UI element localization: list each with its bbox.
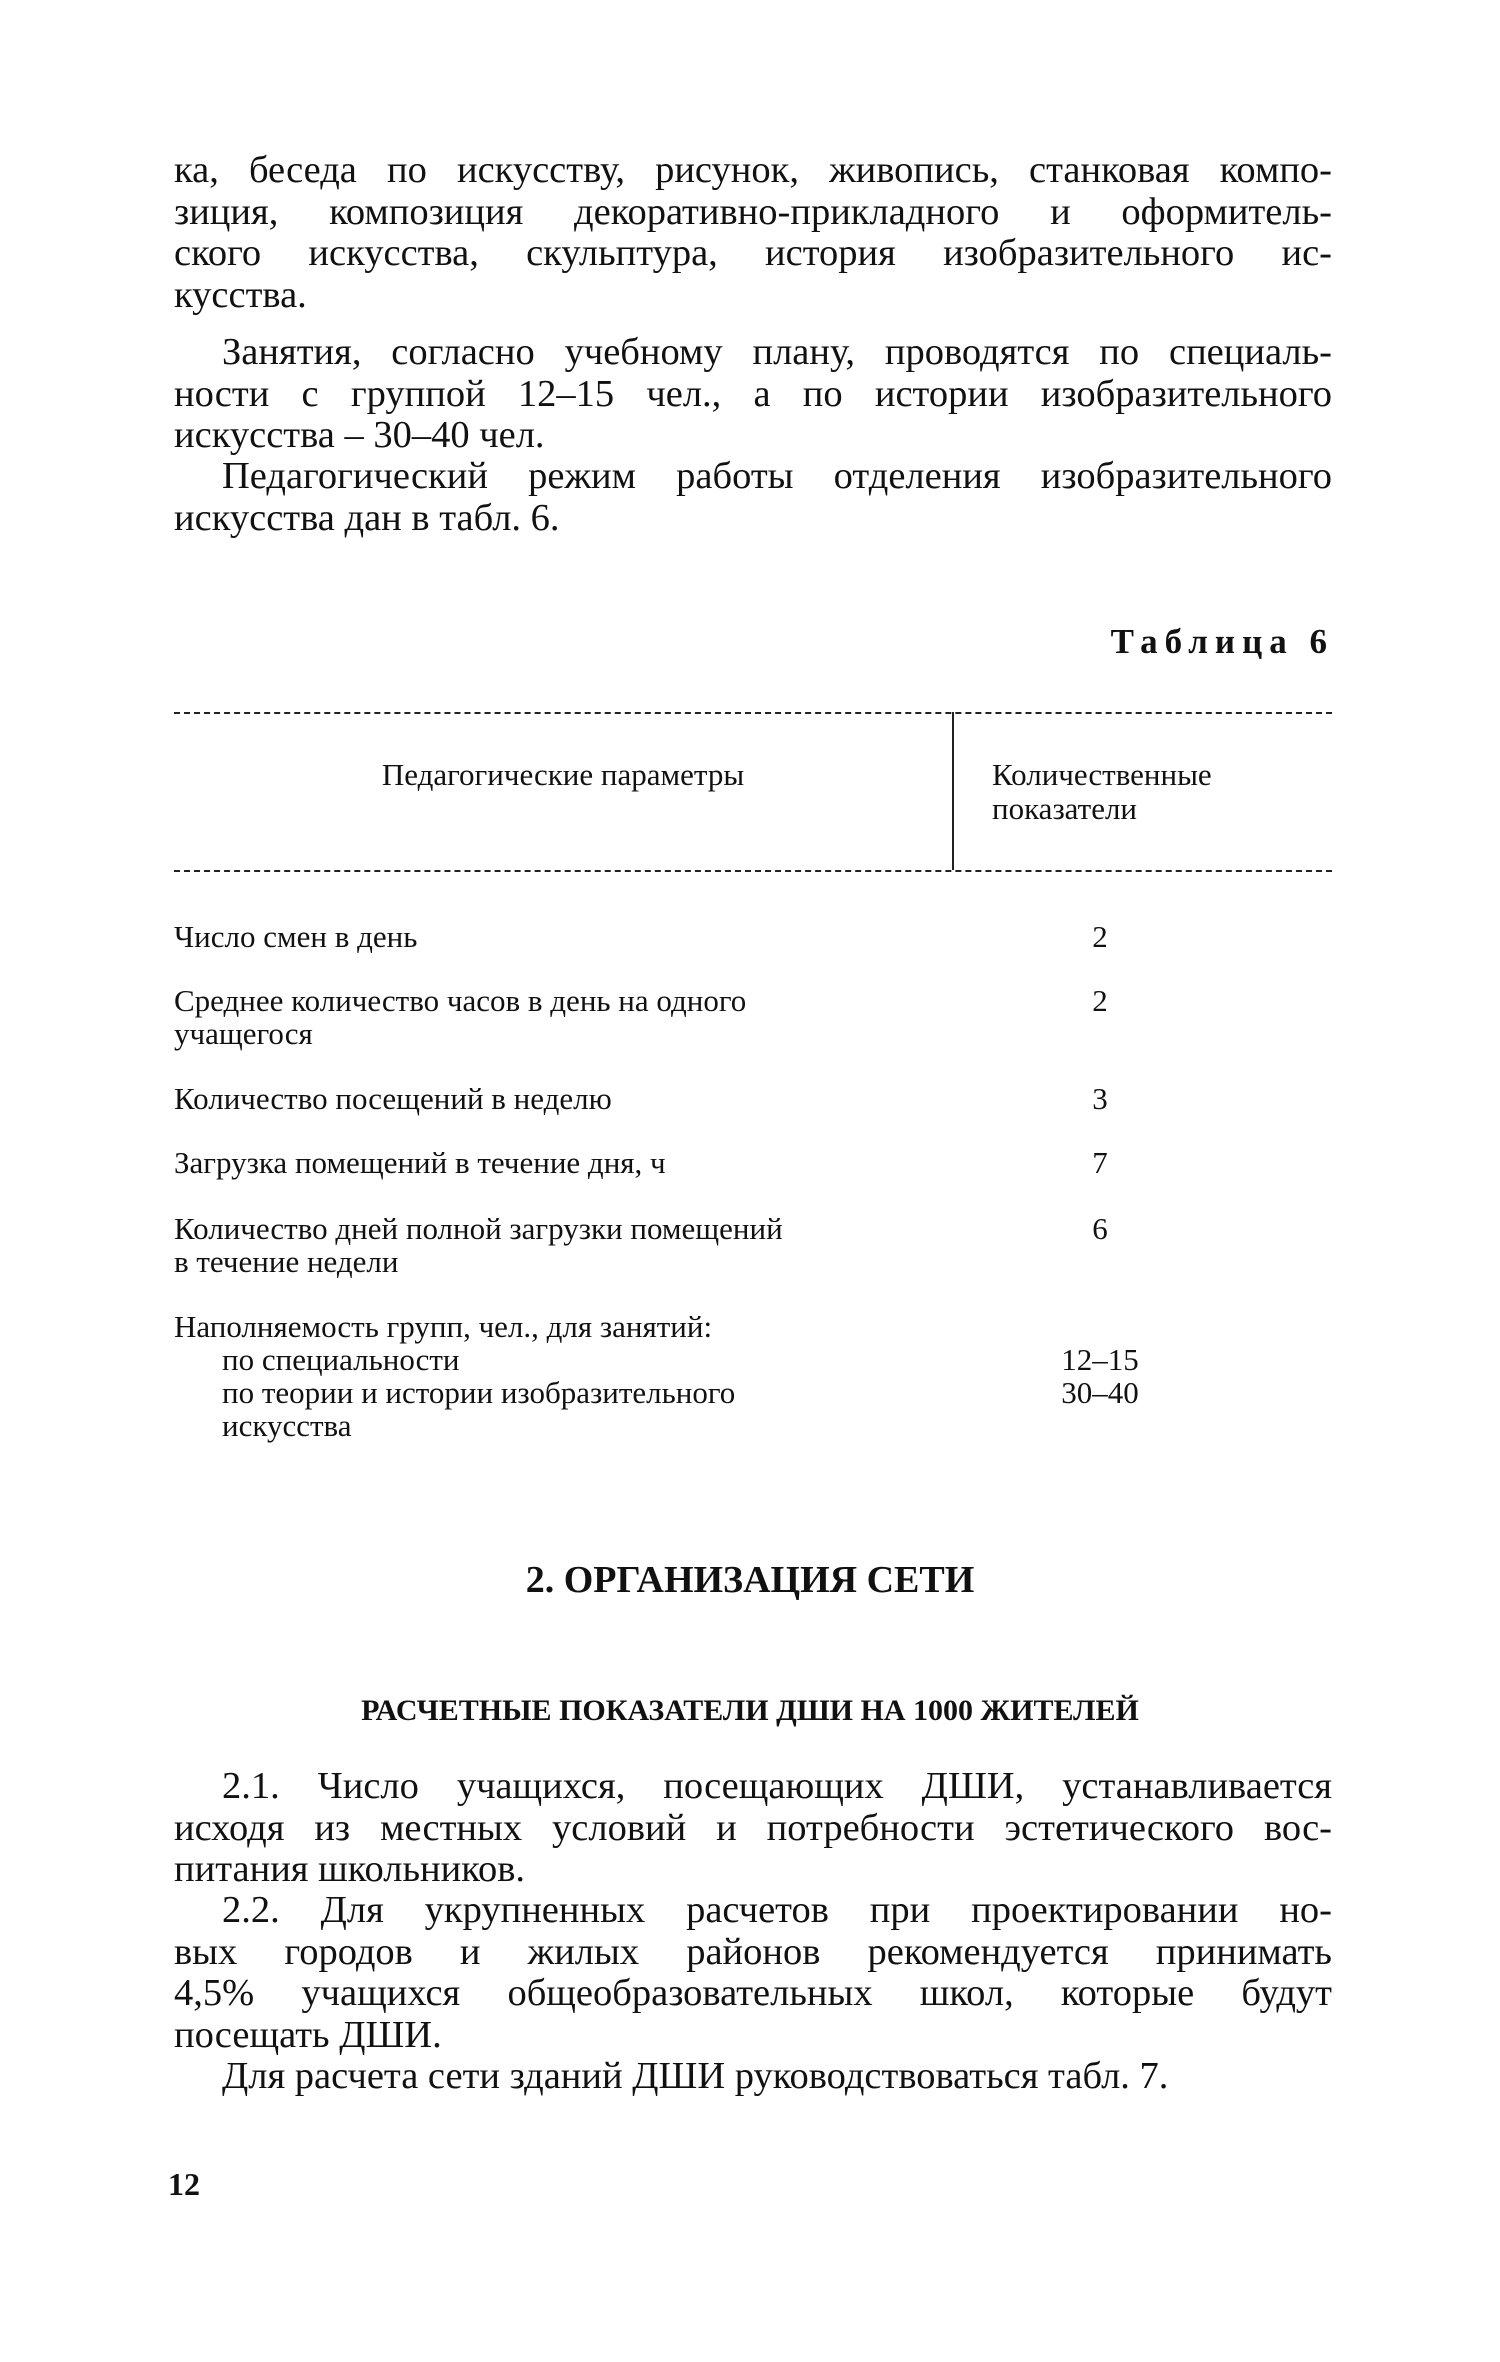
table-cell-text: Среднее количество часов в день на одного: [174, 983, 747, 1018]
table-cell-value: 7: [1092, 1145, 1108, 1180]
table-row-value: [1000, 920, 1200, 953]
table-cell-text: Количество посещений в неделю: [174, 1081, 612, 1116]
table-cell-text: учащегося: [174, 1016, 313, 1051]
table-cell-text: Число смен в день: [174, 919, 418, 954]
body-paragraph-2-2: [174, 1890, 1332, 2056]
table-column-divider: [952, 712, 954, 870]
table-row-value: [1000, 1343, 1200, 1409]
table-cell-value: 2: [1092, 983, 1108, 1018]
table-cell-value: 6: [1092, 1211, 1108, 1246]
page-number: 12: [168, 2166, 200, 2202]
table-row-param: [174, 1310, 934, 1442]
table-row-param: [174, 1212, 934, 1278]
text-line: искусства дан в табл. 6.: [174, 496, 560, 539]
body-paragraph-2-1: [174, 1766, 1332, 1891]
text-line: вых городов и жилых районов рекомендуется принимать: [174, 1930, 1332, 1973]
text-line: исходя из местных условий и потребности эстетического вос-: [174, 1806, 1332, 1849]
table-header-bottom-rule: [174, 870, 1332, 872]
intro-paragraph-2: [174, 332, 1332, 457]
table-cell-text: Загрузка помещений в течение дня, ч: [174, 1145, 666, 1180]
intro-paragraph-3: [174, 456, 1332, 539]
table-cell-text: Количество дней полной загрузки помещений: [174, 1211, 783, 1246]
text-line: ка, беседа по искусству, рисунок, живопись, станковая компо-: [174, 149, 1332, 191]
table-cell-subtext: по теории и истории изобразительного: [222, 1375, 736, 1410]
table-top-rule: [174, 712, 1332, 714]
table-row-param: [174, 1146, 934, 1179]
section-title: 2. ОРГАНИЗАЦИЯ СЕТИ: [525, 1559, 975, 1601]
text-line: Занятия, согласно учебному плану, проводятся по специаль-: [222, 331, 1332, 373]
table-cell-subtext: искусства: [222, 1408, 352, 1443]
table-header-value-line: Количественные: [992, 757, 1212, 792]
text-line: 4,5% учащихся общеобразовательных школ, которые будут: [174, 1972, 1332, 2014]
text-line: ского искусства, скульптура, история изобразительного ис-: [174, 232, 1332, 274]
section-subtitle: РАСЧЕТНЫЕ ПОКАЗАТЕЛИ ДШИ НА 1000 ЖИТЕЛЕЙ: [361, 1694, 1139, 1727]
body-paragraph-2-3: [174, 2056, 1332, 2098]
table-cell-text: Наполняемость групп, чел., для занятий:: [174, 1309, 713, 1344]
table-header-value: [992, 758, 1212, 826]
table-row-value: [1000, 1082, 1200, 1115]
text-line: Педагогический режим работы отделения изобразительного: [222, 455, 1332, 497]
table-header-value-line: показатели: [992, 791, 1138, 826]
text-line: 2.2. Для укрупненных расчетов при проектировании но-: [222, 1889, 1332, 1931]
text-line: ности с группой 12–15 чел., а по истории изобразительного: [174, 372, 1332, 415]
text-line: искусства – 30–40 чел.: [174, 414, 545, 456]
text-line: Для расчета сети зданий ДШИ руководствоваться табл. 7.: [222, 2055, 1169, 2097]
text-line: питания школьников.: [174, 1848, 526, 1890]
text-line: зиция, композиция декоративно-прикладного и оформитель-: [174, 190, 1332, 233]
text-line: 2.1. Число учащихся, посещающих ДШИ, устанавливается: [222, 1765, 1332, 1807]
table-cell-value: 12–15: [1061, 1342, 1139, 1377]
table-cell-value: 3: [1092, 1081, 1108, 1116]
table-row-param: [174, 1082, 934, 1115]
text-line: кусства.: [174, 273, 307, 316]
table-row-value: [1000, 1212, 1200, 1245]
table-cell-value: 2: [1092, 919, 1108, 954]
table-row-value: [1000, 984, 1200, 1017]
table-header-param: Педагогические параметры: [381, 757, 745, 792]
table-row-param: [174, 920, 934, 953]
table-row-value: [1000, 1146, 1200, 1179]
text-line: посещать ДШИ.: [174, 2013, 442, 2056]
table-cell-text: в течение недели: [174, 1244, 399, 1279]
intro-paragraph-1: [174, 150, 1332, 316]
table-cell-value: 30–40: [1061, 1375, 1139, 1410]
table-caption: Таблица 6: [1110, 622, 1334, 661]
table-cell-subtext: по специальности: [222, 1342, 460, 1377]
table-row-param: [174, 984, 934, 1050]
